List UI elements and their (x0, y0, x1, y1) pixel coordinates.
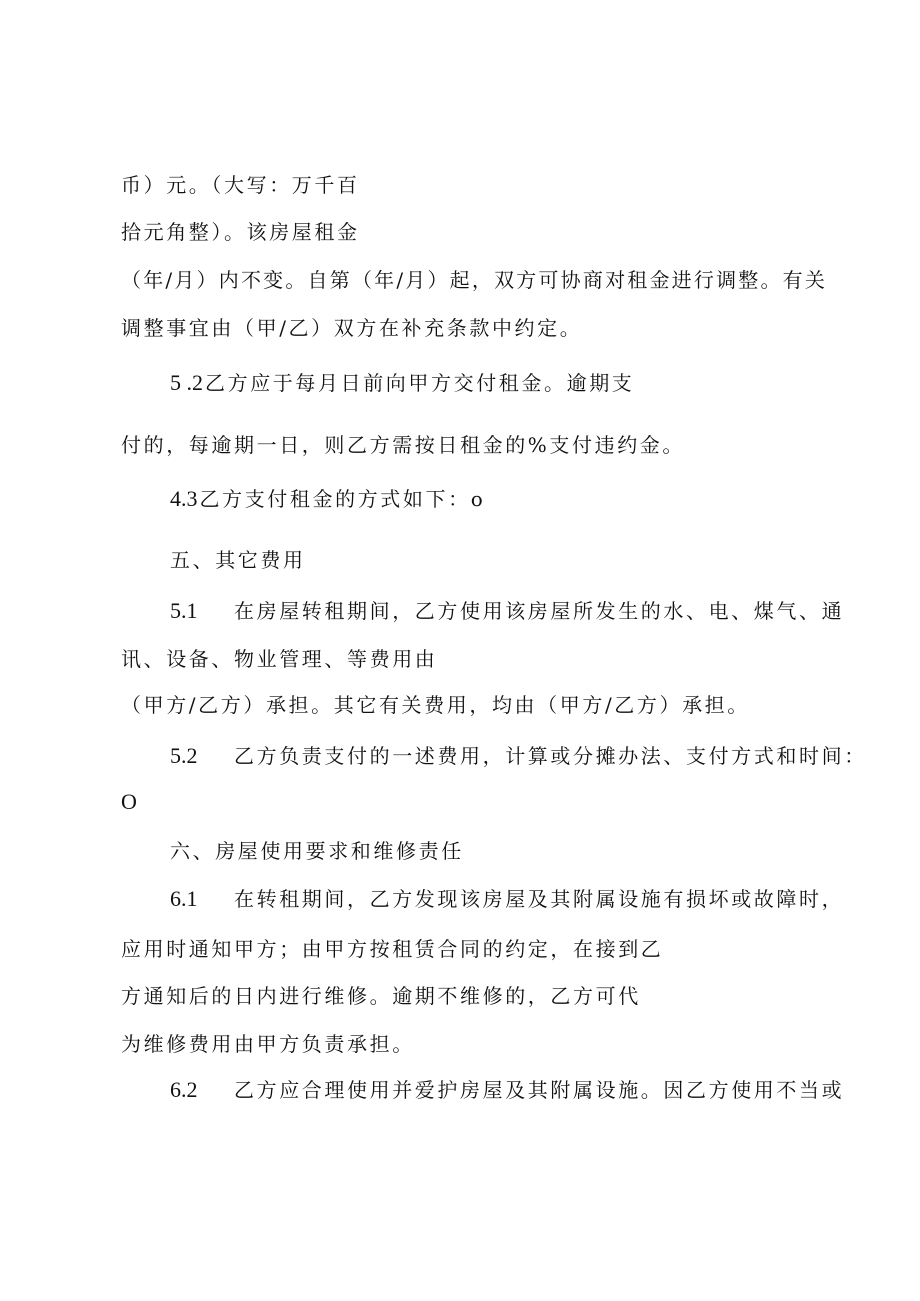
clause-text: 在房屋转租期间，乙方使用该房屋所发生的水、电、煤气、通 (234, 599, 845, 623)
section-heading-6 (170, 838, 464, 864)
line-text: 调整事宜由（甲/乙）双方在补充条款中约定。 (121, 316, 583, 340)
clause-number: 6.1 (170, 886, 198, 911)
heading-text: 五、其它费用 (170, 548, 306, 572)
line-text: 讯、设备、物业管理、等费用由 (121, 647, 438, 671)
line-text: 币）元。（大写：万千百 (121, 173, 360, 197)
clause-5-1 (170, 598, 844, 624)
clause-number: 5.2 (170, 743, 198, 768)
line-text: 应用时通知甲方；由甲方按租赁合同的约定，在接到乙 (121, 937, 664, 961)
text-line-6 (121, 432, 685, 458)
text-line-2 (121, 219, 360, 245)
heading-text: 六、房屋使用要求和维修责任 (170, 839, 464, 863)
text-line-13 (121, 789, 137, 815)
section-heading-5 (170, 547, 306, 573)
line-text: 付的，每逾期一日，则乙方需按日租金的%支付违约金。 (121, 433, 686, 457)
text-line-11 (121, 692, 750, 718)
text-line-16 (121, 936, 663, 962)
text-line-4 (121, 315, 582, 341)
clause-6-2 (170, 1077, 844, 1103)
line-text: 为维修费用由甲方负责承担。 (121, 1032, 415, 1056)
clause-4-3 (170, 486, 485, 512)
text-line-10 (121, 646, 437, 672)
line-text: （年/月）内不变。自第（年/月）起，双方可协商对租金进行调整。有关 (121, 268, 828, 292)
clause-number: 5.1 (170, 598, 198, 623)
text-line-18 (121, 1031, 415, 1057)
clause-5-2 (170, 743, 867, 769)
line-text: 方通知后的日内进行维修。逾期不维修的，乙方可代 (121, 984, 641, 1008)
clause-text: 乙方负责支付的一述费用，计算或分摊办法、支付方式和时间： (234, 744, 867, 768)
text-line-3 (121, 267, 827, 293)
line-text: O (121, 789, 137, 814)
clause-number: 4.3 (170, 486, 198, 511)
text-line-17 (121, 983, 641, 1009)
text-line-1 (121, 172, 360, 198)
clause-text: 乙方应于每月日前向甲方交付租金。逾期支 (205, 371, 635, 395)
clause-text: 乙方支付租金的方式如下：o (199, 487, 486, 511)
clause-4-2 (170, 370, 634, 396)
clause-6-1 (170, 886, 844, 912)
clause-text: 乙方应合理使用并爱护房屋及其附属设施。因乙方使用不当或 (234, 1078, 845, 1102)
line-text: 拾元角整）。该房屋租金 (121, 220, 360, 244)
clause-number: 6.2 (170, 1077, 198, 1102)
clause-text: 在转租期间，乙方发现该房屋及其附属设施有损坏或故障时， (234, 887, 845, 911)
clause-number: 5 .2 (170, 370, 203, 395)
line-text: （甲方/乙方）承担。其它有关费用，均由（甲方/乙方）承担。 (121, 693, 750, 717)
